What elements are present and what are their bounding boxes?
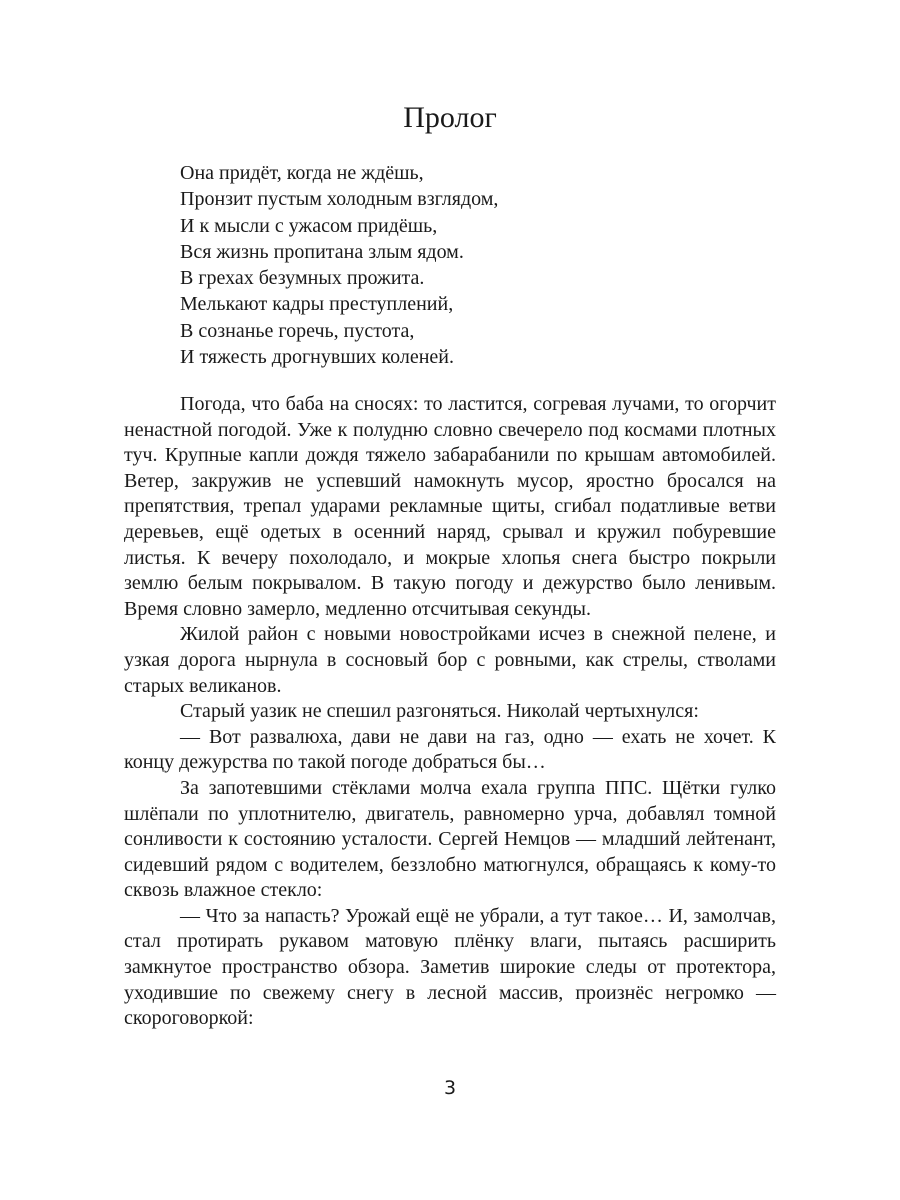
poem-line: Она придёт, когда не ждёшь, — [180, 162, 424, 184]
page-number: 3 — [443, 1077, 457, 1099]
paragraph: Погода, что баба на сносях: то ластится, согревая лучами, то огорчит ненастной погодой. Уже к полудню словно свечерело под космами плотных туч. Крупные капли дождя тяжело забарабанили по крышам автомобилей. Ветер, закружив не успевший намокнуть мусор, яростно бросался на препятствия, трепал ударами рекламные щиты, сгибал податливые ветви деревьев, ещё одетых в осенний наряд, срывал и кружил побуревшие листья. К вечеру похолодало, и мокрые хлопья снега быстро покрыли землю белым покрывалом. В такую погоду и дежурство было ленивым. Время словно замерло, медленно отсчитывая секунды. — [124, 393, 776, 620]
poem-line: Пронзит пустым холодным взглядом, — [180, 188, 499, 211]
paragraph: — Вот развалюха, дави не дави на газ, одно — ехать не хочет. К концу дежурства по такой погоде добраться бы… — [124, 725, 776, 774]
chapter-title: Пролог — [403, 101, 497, 134]
poem-line: И тяжесть дрогнувших коленей. — [180, 346, 454, 369]
paragraph: Старый уазик не спешил разгоняться. Николай чертыхнулся: — [180, 700, 699, 723]
poem-line: И к мысли с ужасом придёшь, — [180, 214, 438, 237]
epigraph-poem — [180, 160, 740, 370]
body-text — [124, 392, 776, 1032]
paragraph: — Что за напасть? Урожай ещё не убрали, а тут такое… И, замолчав, стал протирать рукавом матовую плёнку влаги, пытаясь расширить замкнутое пространство обзора. Заметив широкие следы от протектора, уходившие по свежему снегу в лесной массив, произнёс негромко — скороговоркой: — [124, 904, 776, 1030]
poem-line: Мелькают кадры преступлений, — [180, 293, 454, 316]
poem-line: В грехах безумных прожита. — [180, 267, 425, 290]
paragraph: Жилой район с новыми новостройками исчез в снежной пелене, и узкая дорога нырнула в сосновый бор с ровными, как стрелы, стволами старых великанов. — [124, 623, 776, 697]
poem-line: В сознанье горечь, пустота, — [180, 319, 415, 342]
paragraph: За запотевшими стёклами молча ехала группа ППС. Щётки гулко шлёпали по уплотнителю, двигатель, равномерно урча, добавлял томной сонливости к состоянию усталости. Сергей Немцов — младший лейтенант, сидевший рядом с водителем, беззлобно матюгнулся, обращаясь к кому-то сквозь влажное стекло: — [124, 776, 776, 902]
poem-line: Вся жизнь пропитана злым ядом. — [180, 240, 464, 263]
